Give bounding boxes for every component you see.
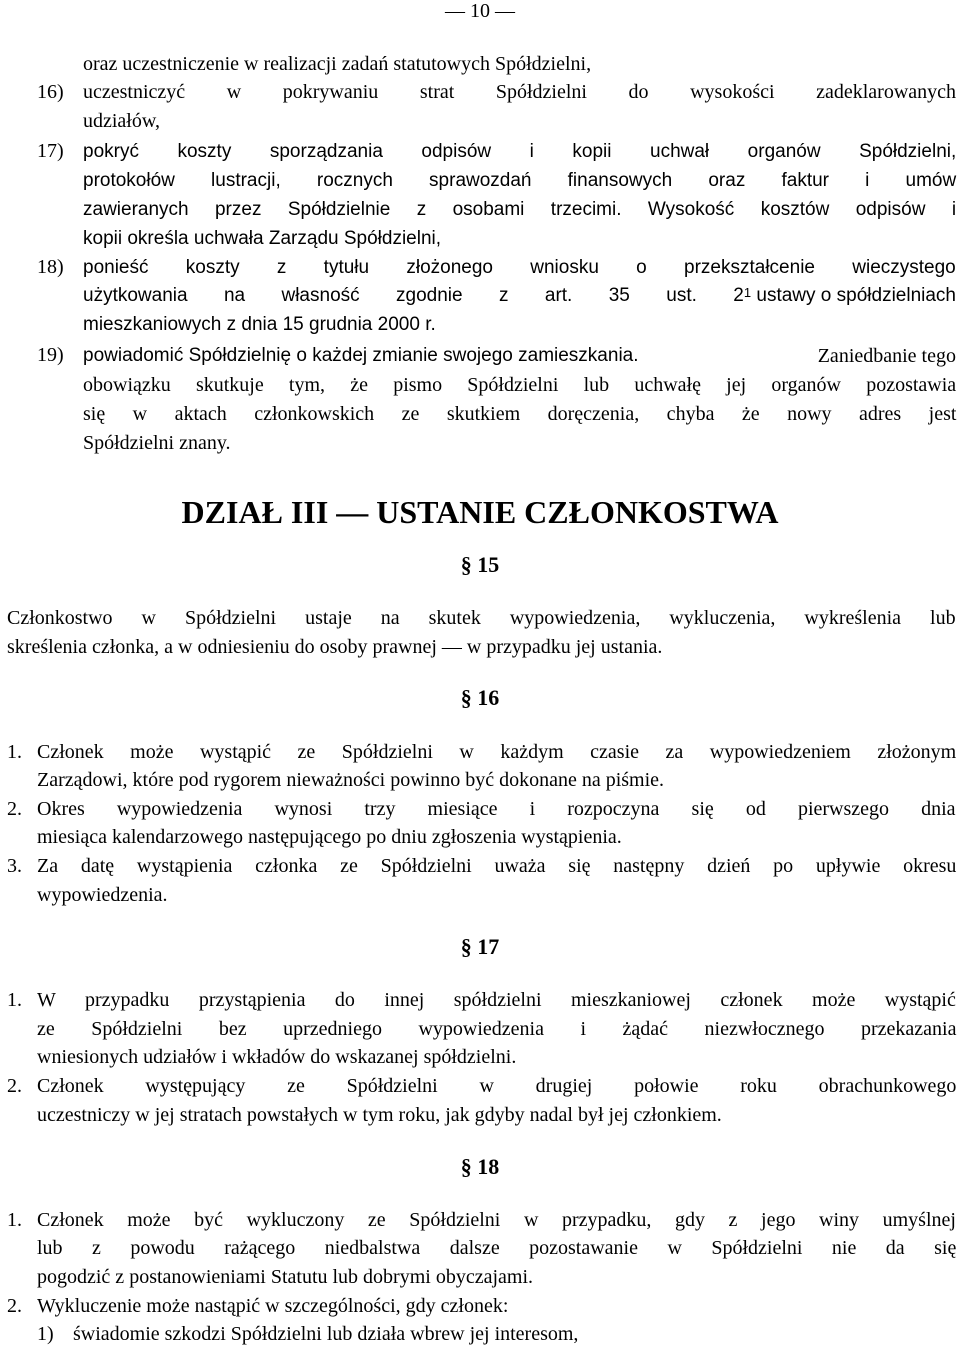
section-16-title: § 16 bbox=[460, 685, 500, 710]
item-18-line-3: mieszkaniowych z dnia 15 grudnia 2000 r. bbox=[83, 314, 436, 335]
section-16-p2-line-2: miesiąca kalendarzowego następującego po dniu zgłoszenia wystąpienia. bbox=[37, 826, 622, 848]
item-18-line-1: ponieść koszty z tytułu złożonego wniosku o przekształcenie wieczystego bbox=[83, 257, 956, 278]
section-18-p2-line-1: Wykluczenie może nastąpić w szczególności, gdy członek: bbox=[37, 1295, 509, 1317]
section-18-p1-line-1: Członek może być wykluczony ze Spółdzielni w przypadku, gdy z jego winy umyślnej bbox=[37, 1209, 956, 1231]
item-16-line-2: udziałów, bbox=[83, 110, 161, 132]
section-16-p3-line-1: Za datę wystąpienia członka ze Spółdzielni uważa się następny dzień po upływie okresu bbox=[37, 855, 957, 877]
section-17-p1-line-3: wniesionych udziałów i wkładów do wskazanej spółdzielni. bbox=[37, 1046, 517, 1068]
section-17-p1-line-2: ze Spółdzielni bez uprzedniego wypowiedzenia i żądać niezwłocznego przekazania bbox=[37, 1018, 957, 1040]
item-19-line-3: się w aktach członkowskich ze skutkiem doręczenia, chyba że nowy adres jest bbox=[83, 403, 957, 425]
section-18-p1-line-3: pogodzić z postanowieniami Statutu lub dobrymi obyczajami. bbox=[37, 1266, 534, 1288]
section-16-p2-number: 2. bbox=[7, 798, 22, 820]
section-18-p1-line-2: lub z powodu rażącego niedbalstwa dalsze pozostawanie w Spółdzielni nie da się bbox=[37, 1237, 957, 1259]
item-18-line-2-text bbox=[83, 285, 956, 307]
obligation-continuation: oraz uczestniczenie w realizacji zadań statutowych Spółdzielni, bbox=[83, 53, 592, 75]
section-18-title: § 18 bbox=[460, 1154, 500, 1179]
item-19-line-1 bbox=[83, 345, 956, 368]
item-17-number: 17) bbox=[37, 140, 64, 162]
section-17-p2-line-2: uczestniczy w jej stratach powstałych w tym roku, jak gdyby nadal był jej członkiem. bbox=[37, 1104, 722, 1126]
item-18-line-2a: użytkowania na własność zgodnie z art. 35 ust. 2 bbox=[83, 285, 744, 306]
section-18-sub1-number: 1) bbox=[37, 1323, 54, 1345]
item-16-line-1: uczestniczyć w pokrywaniu strat Spółdzielni do wysokości zadeklarowanych bbox=[83, 81, 957, 103]
item-18-line-2b: ustawy o spółdzielniach bbox=[751, 285, 956, 306]
section-16-p1-line-1: Członek może wystąpić ze Spółdzielni w każdym czasie za wypowiedzeniem złożonym bbox=[37, 741, 957, 763]
section-16-p1-number: 1. bbox=[7, 741, 22, 763]
item-19-line-2: obowiązku skutkuje tym, że pismo Spółdzielni lub uchwałę jej organów pozostawia bbox=[83, 374, 957, 396]
section-15-line-2: skreślenia członka, a w odniesieniu do osoby prawnej — w przypadku jej ustania. bbox=[7, 636, 663, 658]
item-16-number: 16) bbox=[37, 81, 64, 103]
item-19-line-1b: Zaniedbanie tego bbox=[812, 345, 956, 367]
section-15-title: § 15 bbox=[460, 552, 500, 577]
section-16-p3-number: 3. bbox=[7, 855, 22, 877]
section-17-p1-line-1: W przypadku przystąpienia do innej spółdzielni mieszkaniowej członek może wystąpić bbox=[37, 989, 956, 1011]
division-heading: DZIAŁ III — USTANIE CZŁONKOSTWA bbox=[181, 494, 779, 530]
item-17-line-3: zawieranych przez Spółdzielnie z osobami trzecimi. Wysokość kosztów odpisów i bbox=[83, 199, 957, 220]
item-17-line-4: kopii określa uchwała Zarządu Spółdzielni, bbox=[83, 228, 442, 249]
item-17-line-1: pokryć koszty sporządzania odpisów i kopii uchwał organów Spółdzielni, bbox=[83, 141, 957, 162]
page-number-text: — 10 — bbox=[445, 0, 515, 22]
item-18-line-2 bbox=[83, 285, 956, 307]
section-17-p2-number: 2. bbox=[7, 1075, 22, 1097]
item-17-line-2: protokołów lustracji, rocznych sprawozdań finansowych oraz faktur i umów bbox=[83, 170, 957, 191]
item-18-number: 18) bbox=[37, 256, 64, 278]
item-19-line-4: Spółdzielni znany. bbox=[83, 432, 231, 454]
section-17-title: § 17 bbox=[460, 934, 500, 959]
item-18-superscript: 1 bbox=[743, 285, 752, 300]
section-16-p1-line-2: Zarządowi, które pod rygorem nieważności powinno być dokonane na piśmie. bbox=[37, 769, 665, 791]
section-17-p1-number: 1. bbox=[7, 989, 22, 1011]
section-15-line-1: Członkostwo w Spółdzielni ustaje na skutek wypowiedzenia, wykluczenia, wykreślenia lub bbox=[7, 607, 956, 629]
section-18-p2-number: 2. bbox=[7, 1295, 22, 1317]
item-19-number: 19) bbox=[37, 344, 64, 366]
section-18-sub1-line-1: świadomie szkodzi Spółdzielni lub działa wbrew jej interesom, bbox=[73, 1323, 579, 1345]
section-16-p3-line-2: wypowiedzenia. bbox=[37, 884, 168, 906]
page-number bbox=[0, 0, 960, 23]
section-17-p2-line-1: Członek występujący ze Spółdzielni w drugiej połowie roku obrachunkowego bbox=[37, 1075, 957, 1097]
section-18-p1-number: 1. bbox=[7, 1209, 22, 1231]
item-19-line-1a: powiadomić Spółdzielnię o każdej zmianie swojego zamieszkania. bbox=[83, 345, 639, 366]
section-16-p2-line-1: Okres wypowiedzenia wynosi trzy miesiące i rozpoczyna się od pierwszego dnia bbox=[37, 798, 956, 820]
